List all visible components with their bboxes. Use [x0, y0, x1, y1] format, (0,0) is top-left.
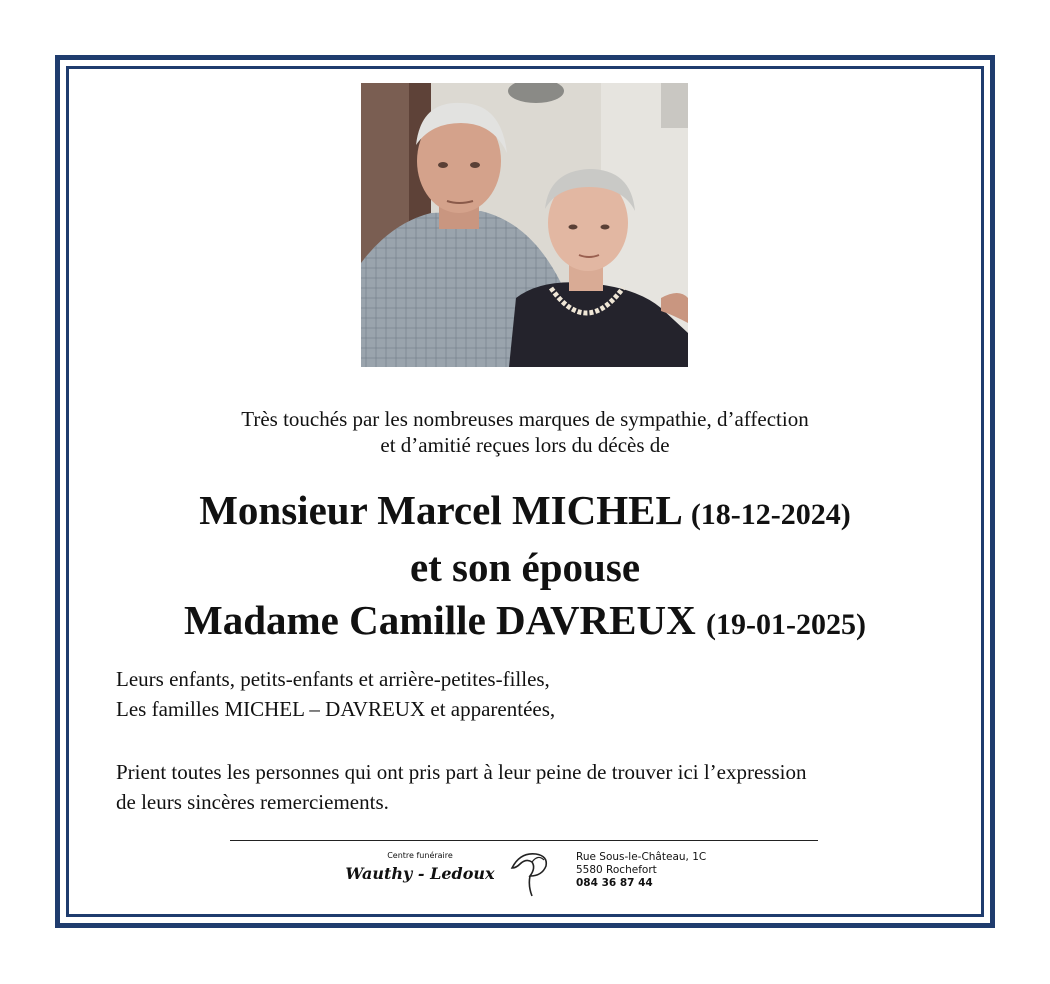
couple-photo — [361, 83, 688, 367]
wife-line — [0, 594, 1050, 651]
thanks-line-2: de leurs sincères remerciements. — [116, 790, 389, 814]
intro-line-1: Très touchés par les nombreuses marques de sympathie, d’affection — [241, 407, 809, 431]
families-line-1: Leurs enfants, petits-enfants et arrière-petites-filles, — [116, 667, 550, 691]
thanks-text — [116, 757, 956, 817]
wife-date: (19-01-2025) — [705, 608, 866, 641]
families-text — [116, 664, 956, 724]
calla-lily-logo-icon — [506, 846, 554, 898]
funeral-home-label: Centre funéraire — [387, 851, 453, 860]
conjunction-line: et son épouse — [409, 544, 641, 590]
families-line-2: Les familles MICHEL – DAVREUX et apparentées, — [116, 697, 556, 721]
husband-date: (18-12-2024) — [690, 498, 851, 531]
funeral-home-name: Wauthy - Ledoux — [345, 864, 495, 883]
divider-line — [230, 840, 818, 841]
wife-name: Madame Camille DAVREUX — [184, 597, 696, 643]
funeral-home-brand — [340, 851, 500, 885]
address-line-1: Rue Sous-le-Château, 1C — [576, 851, 707, 863]
husband-line — [0, 484, 1050, 541]
thanks-line-1: Prient toutes les personnes qui ont pris part à leur peine de trouver ici l’expression — [116, 760, 807, 784]
intro-text — [0, 406, 1050, 458]
phone-number: 084 36 87 44 — [576, 877, 653, 889]
address-line-2: 5580 Rochefort — [576, 864, 657, 876]
deceased-names — [0, 484, 1050, 651]
intro-line-2: et d’amitié reçues lors du décès de — [380, 433, 670, 457]
funeral-home-address — [576, 851, 706, 890]
husband-name: Monsieur Marcel MICHEL — [199, 487, 681, 533]
